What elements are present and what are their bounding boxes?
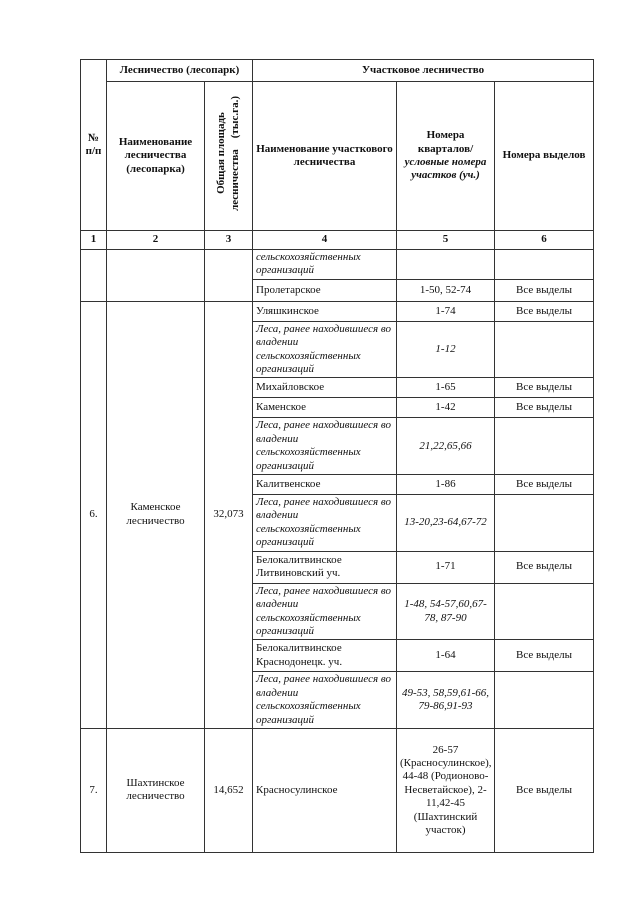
district-cell: Леса, ранее находившиеся во владении сельскохозяйственных организаций <box>253 495 397 552</box>
district-cell: Леса, ранее находившиеся во владении сельскохозяйственных организаций <box>253 583 397 640</box>
quarters-cell: 1-71 <box>397 551 495 583</box>
forestry-area: 32,073 <box>205 301 253 728</box>
district-cell: сельскохозяйственных организаций <box>253 250 397 280</box>
district-cell: Леса, ранее находившиеся во владении сельскохозяйственных организаций <box>253 672 397 729</box>
colnum-6: 6 <box>495 231 594 250</box>
district-cell: Пролетарское <box>253 279 397 301</box>
quarters-cell: 26-57 (Красносулинское), 44-48 (Родионово-Несветайское), 2-11,42-45 (Шахтинский участок) <box>397 728 495 852</box>
table-row <box>81 728 594 852</box>
quarters-cell: 1-74 <box>397 301 495 321</box>
sections-cell: Все выделы <box>495 475 594 495</box>
district-cell: Уляшкинское <box>253 301 397 321</box>
row-num: 7. <box>81 728 107 852</box>
colnum-5: 5 <box>397 231 495 250</box>
forestry-name: Каменское лесничество <box>107 301 205 728</box>
sections-cell: Все выделы <box>495 301 594 321</box>
quarters-cell: 1-12 <box>397 321 495 378</box>
header-group-forestry: Лесничество (лесопарк) <box>107 60 253 82</box>
header-district-name: Наименование участкового лесничества <box>253 82 397 231</box>
district-cell: Белокалитвинское Краснодонецк. уч. <box>253 640 397 672</box>
district-cell: Михайловское <box>253 378 397 398</box>
forestry-table <box>80 59 594 853</box>
quarters-cell: 1-65 <box>397 378 495 398</box>
district-cell: Леса, ранее находившиеся во владении сельскохозяйственных организаций <box>253 321 397 378</box>
quarters-cell: 49-53, 58,59,61-66, 79-86,91-93 <box>397 672 495 729</box>
district-cell: Леса, ранее находившиеся во владении сельскохозяйственных организаций <box>253 418 397 475</box>
column-number-row <box>81 231 594 250</box>
district-cell: Белокалитвинское Литвиновский уч. <box>253 551 397 583</box>
header-area <box>205 82 253 231</box>
colnum-2: 2 <box>107 231 205 250</box>
colnum-4: 4 <box>253 231 397 250</box>
header-forestry-name: Наименование лесничества (лесопарка) <box>107 82 205 231</box>
header-sections: Номера выделов <box>495 82 594 231</box>
header-area-label: Общая площадь лесничества (тыс.га.) <box>214 96 241 212</box>
sections-cell: Все выделы <box>495 279 594 301</box>
forestry-area: 14,652 <box>205 728 253 852</box>
colnum-1: 1 <box>81 231 107 250</box>
colnum-3: 3 <box>205 231 253 250</box>
sections-cell: Все выделы <box>495 378 594 398</box>
quarters-cell: 1-86 <box>397 475 495 495</box>
quarters-cell: 1-48, 54-57,60,67-78, 87-90 <box>397 583 495 640</box>
quarters-cell: 1-64 <box>397 640 495 672</box>
district-cell: Красносулинское <box>253 728 397 852</box>
table-row <box>81 301 594 321</box>
quarters-cell: 21,22,65,66 <box>397 418 495 475</box>
sections-cell: Все выделы <box>495 398 594 418</box>
table-row <box>81 250 594 280</box>
quarters-cell: 13-20,23-64,67-72 <box>397 495 495 552</box>
quarters-cell: 1-42 <box>397 398 495 418</box>
sections-cell: Все выделы <box>495 551 594 583</box>
header-quarters: Номера кварталов/ условные номера участков (уч.) <box>397 82 495 231</box>
sections-cell: Все выделы <box>495 728 594 852</box>
header-num: № п/п <box>81 60 107 231</box>
sections-cell: Все выделы <box>495 640 594 672</box>
row-num: 6. <box>81 301 107 728</box>
district-cell: Калитвенское <box>253 475 397 495</box>
district-cell: Каменское <box>253 398 397 418</box>
quarters-cell: 1-50, 52-74 <box>397 279 495 301</box>
forestry-name: Шахтинское лесничество <box>107 728 205 852</box>
header-group-district: Участковое лесничество <box>253 60 594 82</box>
